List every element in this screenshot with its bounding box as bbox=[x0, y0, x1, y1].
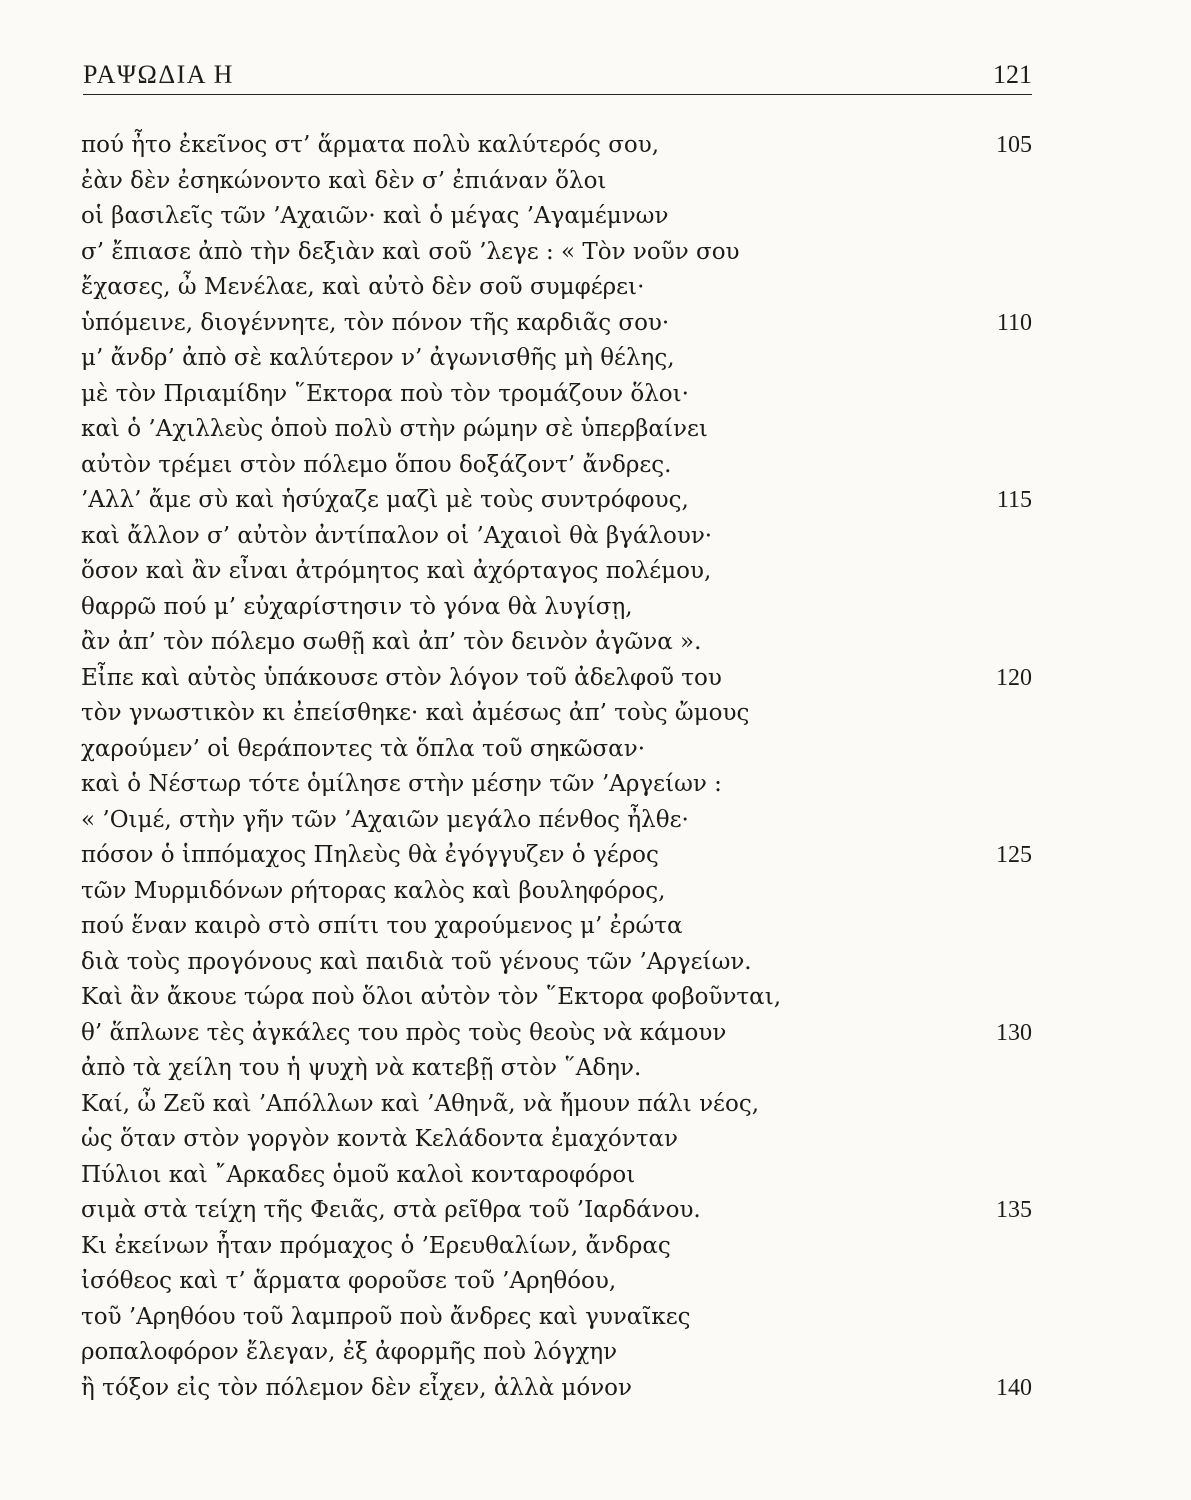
verse-line bbox=[81, 1087, 1032, 1123]
verse-line bbox=[81, 625, 1032, 661]
line-number: 110 bbox=[996, 309, 1032, 336]
verse-line bbox=[81, 270, 1032, 306]
verse-text: ὑπόμεινε, διογέννητε, τὸν πόνον τῆς καρδιᾶς σου· bbox=[81, 309, 670, 336]
verse-text: ὅσον καὶ ἂν εἶναι ἀτρόμητος καὶ ἀχόρταγος πολέμου, bbox=[81, 558, 712, 584]
verse-text: θ’ ἅπλωνε τὲς ἀγκάλες του πρὸς τοὺς θεοὺς νὰ κάμουν bbox=[81, 1019, 727, 1046]
verse-line bbox=[81, 1158, 1032, 1194]
verse-text: καὶ ὁ Νέστωρ τότε ὁμίλησε στὴν μέσην τῶν ’Αργείων : bbox=[81, 771, 722, 797]
verse-text: θαρρῶ πού μ’ εὐχαρίστησιν τὸ γόνα θὰ λυγίσῃ, bbox=[81, 593, 633, 620]
line-number: 125 bbox=[996, 842, 1032, 868]
line-number: 135 bbox=[996, 1197, 1032, 1223]
verse-text: « ’Οιμέ, στὴν γῆν τῶν ’Αχαιῶν μεγάλο πένθος ἦλθε· bbox=[81, 806, 689, 833]
verse-text: ἀπὸ τὰ χείλη του ἡ ψυχὴ νὰ κατεβῇ στὸν ῞Αδην. bbox=[81, 1055, 642, 1081]
verse-text: διὰ τοὺς προγόνους καὶ παιδιὰ τοῦ γένους τῶν ’Αργείων. bbox=[81, 948, 752, 975]
verse-text: ὡς ὅταν στὸν γοργὸν κοντὰ Κελάδοντα ἐμαχόνταν bbox=[81, 1126, 678, 1152]
verse-text: τῶν Μυρμιδόνων ρήτορας καλὸς καὶ βουληφόρος, bbox=[81, 877, 666, 904]
verse-text: πόσον ὁ ἱππόμαχος Πηλεὺς θὰ ἐγόγγυζεν ὁ γέρος bbox=[81, 842, 659, 868]
page-header bbox=[83, 58, 1032, 95]
verse-text: σ’ ἔπιασε ἀπὸ τὴν δεξιὰν καὶ σοῦ ’λεγε : « Τὸν νοῦν σου bbox=[81, 238, 740, 265]
verse-line bbox=[81, 1122, 1032, 1158]
verse-line bbox=[81, 1193, 1032, 1229]
verse-text: ἢ τόξον εἰς τὸν πόλεμον δὲν εἶχεν, ἀλλὰ μόνον bbox=[81, 1374, 633, 1401]
verse-line bbox=[81, 980, 1032, 1016]
verse-text: ἰσόθεος καὶ τ’ ἅρματα φοροῦσε τοῦ ’Αρηθόου, bbox=[81, 1268, 617, 1294]
verse-line bbox=[81, 1371, 1032, 1407]
verse-text: ροπαλοφόρον ἔλεγαν, ἐξ ἀφορμῆς ποὺ λόγχην bbox=[81, 1339, 618, 1365]
verse-line bbox=[81, 696, 1032, 732]
verse-text: οἱ βασιλεῖς τῶν ’Αχαιῶν· καὶ ὁ μέγας ’Αγαμέμνων bbox=[81, 203, 669, 229]
verse-text: τοῦ ’Αρηθόου τοῦ λαμπροῦ ποὺ ἄνδρες καὶ γυναῖκες bbox=[81, 1303, 691, 1330]
verse-line bbox=[81, 377, 1032, 413]
verse-line bbox=[81, 1300, 1032, 1336]
running-title: ΡΑΨΩΔΙΑ Η bbox=[83, 60, 234, 89]
verse-text: ἂν ἀπ’ τὸν πόλεμο σωθῇ καὶ ἀπ’ τὸν δεινὸν ἀγῶνα ». bbox=[81, 629, 702, 655]
verse-line bbox=[81, 199, 1032, 235]
verse-line bbox=[81, 732, 1032, 768]
verse-line bbox=[81, 945, 1032, 981]
verse-text: τὸν γνωστικὸν κι ἐπείσθηκε· καὶ ἀμέσως ἀπ’ τοὺς ὤμους bbox=[81, 700, 750, 726]
verse-line bbox=[81, 1016, 1032, 1052]
verse-text: καὶ ἄλλον σ’ αὐτὸν ἀντίπαλον οἱ ’Αχαιοὶ θὰ βγάλουν· bbox=[81, 522, 713, 549]
verse-line bbox=[81, 448, 1032, 484]
verse-text: ἔχασες, ὦ Μενέλαε, καὶ αὐτὸ δὲν σοῦ συμφέρει· bbox=[81, 274, 645, 300]
verse-text: Καί, ὦ Ζεῦ καὶ ’Απόλλων καὶ ’Αθηνᾶ, νὰ ἤμουν πάλι νέος, bbox=[81, 1090, 760, 1117]
verse-block bbox=[81, 128, 1032, 1406]
line-number: 115 bbox=[996, 487, 1032, 513]
verse-line bbox=[81, 661, 1032, 697]
verse-text: αὐτὸν τρέμει στὸν πόλεμο ὅπου δοξάζοντ’ ἄνδρες. bbox=[81, 451, 672, 478]
verse-text: Κι ἐκείνων ἦταν πρόμαχος ὁ ’Ερευθαλίων, ἄνδρας bbox=[81, 1232, 671, 1259]
verse-text: Εἶπε καὶ αὐτὸς ὑπάκουσε στὸν λόγον τοῦ ἀδελφοῦ του bbox=[81, 664, 722, 691]
verse-line bbox=[81, 1051, 1032, 1087]
verse-line bbox=[81, 341, 1032, 377]
verse-line bbox=[81, 803, 1032, 839]
verse-text: σιμὰ στὰ τείχη τῆς Φειᾶς, στὰ ρεῖθρα τοῦ ’Ιαρδάνου. bbox=[81, 1197, 701, 1223]
verse-line bbox=[81, 1264, 1032, 1300]
verse-text: πού ἕναν καιρὸ στὸ σπίτι του χαρούμενος μ’ ἐρώτα bbox=[81, 913, 683, 939]
verse-line bbox=[81, 412, 1032, 448]
verse-line bbox=[81, 909, 1032, 945]
line-number: 120 bbox=[996, 664, 1032, 691]
verse-line bbox=[81, 590, 1032, 626]
verse-text: μ’ ἄνδρ’ ἀπὸ σὲ καλύτερον ν’ ἀγωνισθῆς μὴ θέλης, bbox=[81, 345, 675, 371]
verse-text: ἐὰν δὲν ἐσηκώνοντο καὶ δὲν σ’ ἐπιάναν ὅλοι bbox=[81, 167, 607, 194]
verse-line bbox=[81, 554, 1032, 590]
verse-line bbox=[81, 1335, 1032, 1371]
verse-text: Καὶ ἂν ἄκουε τώρα ποὺ ὅλοι αὐτὸν τὸν ῞Εκτορα φοβοῦνται, bbox=[81, 984, 782, 1010]
verse-text: μὲ τὸν Πριαμίδην ῞Εκτορα ποὺ τὸν τρομάζουν ὅλοι· bbox=[81, 380, 689, 407]
line-number: 105 bbox=[996, 132, 1032, 158]
verse-text: χαρούμεν’ οἱ θεράποντες τὰ ὅπλα τοῦ σηκῶσαν· bbox=[81, 735, 646, 762]
verse-line bbox=[81, 164, 1032, 200]
verse-line bbox=[81, 306, 1032, 342]
verse-line bbox=[81, 767, 1032, 803]
verse-text: Πύλιοι καὶ ῎Αρκαδες ὁμοῦ καλοὶ κονταροφόροι bbox=[81, 1161, 636, 1188]
line-number: 130 bbox=[996, 1019, 1032, 1046]
verse-line bbox=[81, 519, 1032, 555]
page-number: 121 bbox=[993, 60, 1032, 89]
verse-line bbox=[81, 874, 1032, 910]
verse-line bbox=[81, 1229, 1032, 1265]
verse-line bbox=[81, 483, 1032, 519]
verse-text: πού ἦτο ἐκεῖνος στ’ ἅρματα πολὺ καλύτερός σου, bbox=[81, 132, 660, 158]
verse-line bbox=[81, 838, 1032, 874]
verse-text: ’Αλλ’ ἄμε σὺ καὶ ἡσύχαζε μαζὶ μὲ τοὺς συντρόφους, bbox=[81, 487, 689, 513]
verse-line bbox=[81, 235, 1032, 271]
line-number: 140 bbox=[996, 1374, 1032, 1401]
verse-line bbox=[81, 128, 1032, 164]
verse-text: καὶ ὁ ’Αχιλλεὺς ὁποὺ πολὺ στὴν ρώμην σὲ ὑπερβαίνει bbox=[81, 416, 708, 442]
